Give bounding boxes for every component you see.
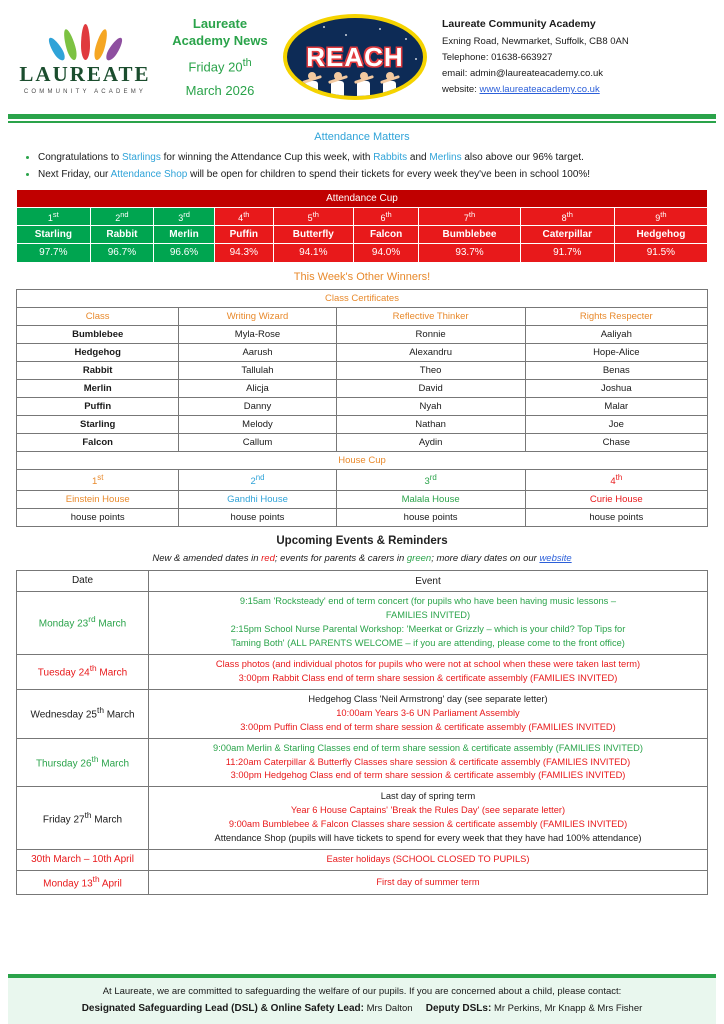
contact-address: Exning Road, Newmarket, Suffolk, CB8 0AN bbox=[442, 35, 629, 47]
cert-writing: Alicja bbox=[179, 380, 336, 398]
event-line: 3:00pm Hedgehog Class end of term share session & certificate assembly (FAMILIES INVITED) bbox=[230, 770, 626, 781]
cert-class: Falcon bbox=[17, 434, 179, 452]
event-line: Attendance Shop (pupils will have tickets to spend for every week that they have had 100% attendance) bbox=[214, 833, 642, 844]
event-details bbox=[149, 654, 708, 689]
attendance-class: Merlin bbox=[154, 226, 215, 244]
cert-rights: Joe bbox=[525, 416, 707, 434]
safeguarding-statement: At Laureate, we are committed to safeguarding the welfare of our pupils. If you are concerned about a child, please contact: bbox=[102, 986, 622, 997]
cert-rights: Aaliyah bbox=[525, 326, 707, 344]
attendance-class: Falcon bbox=[353, 226, 418, 244]
attendance-class: Caterpillar bbox=[520, 226, 614, 244]
house-rank: 3rd bbox=[336, 470, 525, 491]
event-details bbox=[149, 871, 708, 895]
attendance-percent-row bbox=[17, 244, 708, 263]
event-details bbox=[149, 787, 708, 850]
table-row bbox=[17, 592, 708, 655]
event-line: 9:00am Bumblebee & Falcon Classes share session & certificate assembly (FAMILIES INVITED) bbox=[228, 819, 628, 830]
event-line: FAMILIES INVITED) bbox=[385, 610, 471, 621]
house-cup-points-row bbox=[17, 509, 708, 527]
house-rank: 4th bbox=[525, 470, 707, 491]
masthead-date-line1: Friday 20th bbox=[188, 56, 252, 75]
cert-writing: Danny bbox=[179, 398, 336, 416]
event-details bbox=[149, 689, 708, 738]
winners-section-title: This Week's Other Winners! bbox=[293, 271, 431, 283]
cert-rights: Malar bbox=[525, 398, 707, 416]
table-row bbox=[17, 362, 708, 380]
house-name: Curie House bbox=[525, 491, 707, 509]
cert-rights: Joshua bbox=[525, 380, 707, 398]
contact-website-label: website: bbox=[442, 84, 477, 96]
event-line: Year 6 House Captains' 'Break the Rules Day' (see separate letter) bbox=[290, 805, 566, 816]
dsl-label: Designated Safeguarding Lead (DSL) & Online Safety Lead: bbox=[81, 1003, 364, 1014]
table-row bbox=[17, 654, 708, 689]
attendance-rank: 8th bbox=[520, 208, 614, 226]
attendance-percent: 91.5% bbox=[614, 244, 707, 263]
school-logo bbox=[10, 20, 160, 95]
cert-class: Rabbit bbox=[17, 362, 179, 380]
table-row bbox=[17, 434, 708, 452]
table-row bbox=[17, 326, 708, 344]
attendance-cup-title: Attendance Cup bbox=[17, 190, 708, 208]
masthead-line2: Academy News bbox=[172, 33, 268, 49]
house-rank: 2nd bbox=[179, 470, 336, 491]
logo-leaves-icon bbox=[59, 20, 112, 60]
page-footer bbox=[0, 974, 724, 1024]
cert-class: Puffin bbox=[17, 398, 179, 416]
attendance-percent: 93.7% bbox=[419, 244, 520, 263]
cert-writing: Melody bbox=[179, 416, 336, 434]
event-line: Taming Both' (ALL PARENTS WELCOME – if you are attending, please come to the front office) bbox=[231, 637, 625, 648]
attendance-percent: 94.3% bbox=[214, 244, 273, 263]
header-divider-thin bbox=[8, 121, 716, 123]
event-date: Monday 23rd March bbox=[17, 592, 149, 655]
table-row bbox=[17, 738, 708, 787]
attendance-section-title: Attendance Matters bbox=[314, 131, 410, 143]
table-row bbox=[17, 689, 708, 738]
cert-rights: Benas bbox=[525, 362, 707, 380]
contact-website-line bbox=[442, 82, 714, 98]
event-date: Tuesday 24th March bbox=[17, 654, 149, 689]
column-header-event: Event bbox=[149, 571, 708, 592]
house-cup-title: House Cup bbox=[17, 452, 708, 470]
cert-reflective: Aydin bbox=[336, 434, 525, 452]
event-line: 9:00am Merlin & Starling Classes end of term share session & certificate assembly (FAMILIES INVITED) bbox=[213, 742, 643, 753]
header-divider bbox=[8, 114, 716, 119]
attendance-rank-row bbox=[17, 208, 708, 226]
contact-website-link[interactable]: www.laureateacademy.co.uk bbox=[479, 84, 600, 96]
events-table bbox=[16, 570, 708, 895]
cert-reflective: Theo bbox=[336, 362, 525, 380]
attendance-class: Butterfly bbox=[273, 226, 353, 244]
table-row bbox=[17, 871, 708, 895]
attendance-percent: 94.0% bbox=[353, 244, 418, 263]
table-row bbox=[17, 850, 708, 871]
house-name: Gandhi House bbox=[179, 491, 336, 509]
attendance-rank: 6th bbox=[353, 208, 418, 226]
attendance-rank: 4th bbox=[214, 208, 273, 226]
logo-name: LAUREATE bbox=[19, 61, 151, 86]
house-points: house points bbox=[17, 509, 179, 527]
safeguarding-contacts bbox=[18, 1003, 706, 1014]
cert-writing: Tallulah bbox=[179, 362, 336, 380]
house-rank: 1st bbox=[17, 470, 179, 491]
attendance-bullet-2: • Next Friday, our Attendance Shop will be open for children to spend their tickets for every week they've been in school 100%! bbox=[38, 166, 724, 183]
contact-school-name: Laureate Community Academy bbox=[442, 17, 596, 30]
event-date: 30th March – 10th April bbox=[17, 850, 149, 871]
column-header-class: Class bbox=[17, 308, 179, 326]
page-header bbox=[0, 0, 724, 112]
house-name: Malala House bbox=[336, 491, 525, 509]
event-line: 3:00pm Rabbit Class end of term share session & certificate assembly (FAMILIES INVITED) bbox=[238, 672, 618, 683]
cert-writing: Aarush bbox=[179, 344, 336, 362]
attendance-cup-table bbox=[16, 189, 708, 263]
contact-email: email: admin@laureateacademy.co.uk bbox=[442, 67, 604, 79]
reach-badge bbox=[280, 14, 430, 100]
house-points: house points bbox=[525, 509, 707, 527]
table-row bbox=[17, 398, 708, 416]
reach-word: REACH bbox=[306, 41, 404, 72]
attendance-class: Bumblebee bbox=[419, 226, 520, 244]
column-header-reflective-thinker: Reflective Thinker bbox=[336, 308, 525, 326]
cert-reflective: Nathan bbox=[336, 416, 525, 434]
house-name: Einstein House bbox=[17, 491, 179, 509]
deputy-dsl-label: Deputy DSLs: bbox=[425, 1003, 492, 1014]
class-certificates-table bbox=[16, 289, 708, 527]
dsl-name: Mrs Dalton bbox=[366, 1003, 413, 1014]
certificates-title-row bbox=[17, 290, 708, 308]
logo-subtitle: COMMUNITY ACADEMY bbox=[23, 88, 147, 95]
event-details bbox=[149, 738, 708, 787]
event-line: Last day of spring term bbox=[380, 791, 476, 802]
table-row bbox=[17, 344, 708, 362]
house-points: house points bbox=[179, 509, 336, 527]
event-date: Monday 13th April bbox=[17, 871, 149, 895]
house-cup-title-row bbox=[17, 452, 708, 470]
attendance-bullets bbox=[38, 149, 724, 183]
certificates-header-row bbox=[17, 308, 708, 326]
reach-oval bbox=[283, 14, 427, 100]
cert-writing: Myla-Rose bbox=[179, 326, 336, 344]
attendance-class-row bbox=[17, 226, 708, 244]
deputy-dsl-names: Mr Perkins, Mr Knapp & Mrs Fisher bbox=[493, 1003, 643, 1014]
column-header-date: Date bbox=[17, 571, 149, 592]
cert-class: Starling bbox=[17, 416, 179, 434]
attendance-cup-title-row bbox=[17, 190, 708, 208]
attendance-percent: 96.6% bbox=[154, 244, 215, 263]
event-line: 3:00pm Puffin Class end of term share session & certificate assembly (FAMILIES INVITED) bbox=[240, 721, 616, 732]
house-cup-rank-row bbox=[17, 470, 708, 491]
cert-class: Hedgehog bbox=[17, 344, 179, 362]
event-date: Thursday 26th March bbox=[17, 738, 149, 787]
attendance-class: Starling bbox=[17, 226, 91, 244]
events-note: New & amended dates in red; events for parents & carers in green; more diary dates on our website bbox=[152, 553, 572, 565]
event-line: Easter holidays (SCHOOL CLOSED TO PUPILS) bbox=[326, 854, 530, 865]
attendance-percent: 96.7% bbox=[90, 244, 153, 263]
attendance-rank: 1st bbox=[17, 208, 91, 226]
events-section-title: Upcoming Events & Reminders bbox=[276, 535, 448, 548]
house-points: house points bbox=[336, 509, 525, 527]
event-details bbox=[149, 850, 708, 871]
event-details bbox=[149, 592, 708, 655]
attendance-class: Puffin bbox=[214, 226, 273, 244]
events-header-row bbox=[17, 571, 708, 592]
safeguarding-footer bbox=[8, 978, 716, 1024]
cert-rights: Chase bbox=[525, 434, 707, 452]
masthead-line1: Laureate bbox=[192, 15, 248, 31]
attendance-percent: 91.7% bbox=[520, 244, 614, 263]
cert-reflective: Alexandru bbox=[336, 344, 525, 362]
table-row bbox=[17, 380, 708, 398]
attendance-rank: 9th bbox=[614, 208, 707, 226]
column-header-writing-wizard: Writing Wizard bbox=[179, 308, 336, 326]
cert-reflective: Ronnie bbox=[336, 326, 525, 344]
cert-writing: Callum bbox=[179, 434, 336, 452]
diary-dates-link[interactable]: website bbox=[539, 553, 572, 565]
table-row bbox=[17, 416, 708, 434]
event-date: Friday 27th March bbox=[17, 787, 149, 850]
event-line: First day of summer term bbox=[376, 876, 480, 887]
event-line: 10:00am Years 3-6 UN Parliament Assembly bbox=[336, 707, 520, 718]
attendance-class: Rabbit bbox=[90, 226, 153, 244]
attendance-rank: 5th bbox=[273, 208, 353, 226]
event-line: 11:20am Caterpillar & Butterfly Classes share session & certificate assembly (FAMILIES INVITED) bbox=[225, 756, 631, 767]
contact-telephone: Telephone: 01638-663927 bbox=[442, 51, 553, 63]
cert-rights: Hope-Alice bbox=[525, 344, 707, 362]
cert-class: Merlin bbox=[17, 380, 179, 398]
cert-reflective: David bbox=[336, 380, 525, 398]
masthead-date-line2: March 2026 bbox=[185, 82, 255, 98]
attendance-rank: 3rd bbox=[154, 208, 215, 226]
cert-class: Bumblebee bbox=[17, 326, 179, 344]
cert-reflective: Nyah bbox=[336, 398, 525, 416]
attendance-bullet-1: • Congratulations to Starlings for winning the Attendance Cup this week, with Rabbits and Merlins also above our 96% target. bbox=[38, 149, 724, 166]
school-contact-details bbox=[430, 16, 714, 98]
column-header-rights-respecter: Rights Respecter bbox=[525, 308, 707, 326]
newsletter-masthead bbox=[160, 15, 280, 100]
table-row bbox=[17, 787, 708, 850]
certificates-title: Class Certificates bbox=[17, 290, 708, 308]
attendance-percent: 97.7% bbox=[17, 244, 91, 263]
event-date: Wednesday 25th March bbox=[17, 689, 149, 738]
attendance-rank: 2nd bbox=[90, 208, 153, 226]
event-line: 9:15am 'Rocksteady' end of term concert (for pupils who have been having music lessons – bbox=[239, 596, 617, 607]
attendance-rank: 7th bbox=[419, 208, 520, 226]
event-line: Class photos (and individual photos for pupils who were not at school when these were taken last term) bbox=[215, 658, 641, 669]
house-cup-name-row bbox=[17, 491, 708, 509]
attendance-percent: 94.1% bbox=[273, 244, 353, 263]
event-line: Hedgehog Class 'Neil Armstrong' day (see separate letter) bbox=[308, 693, 548, 704]
event-line: 2:15pm School Nurse Parental Workshop: 'Meerkat or Grizzly – which is your child? Top Tips for bbox=[230, 624, 626, 635]
attendance-class: Hedgehog bbox=[614, 226, 707, 244]
